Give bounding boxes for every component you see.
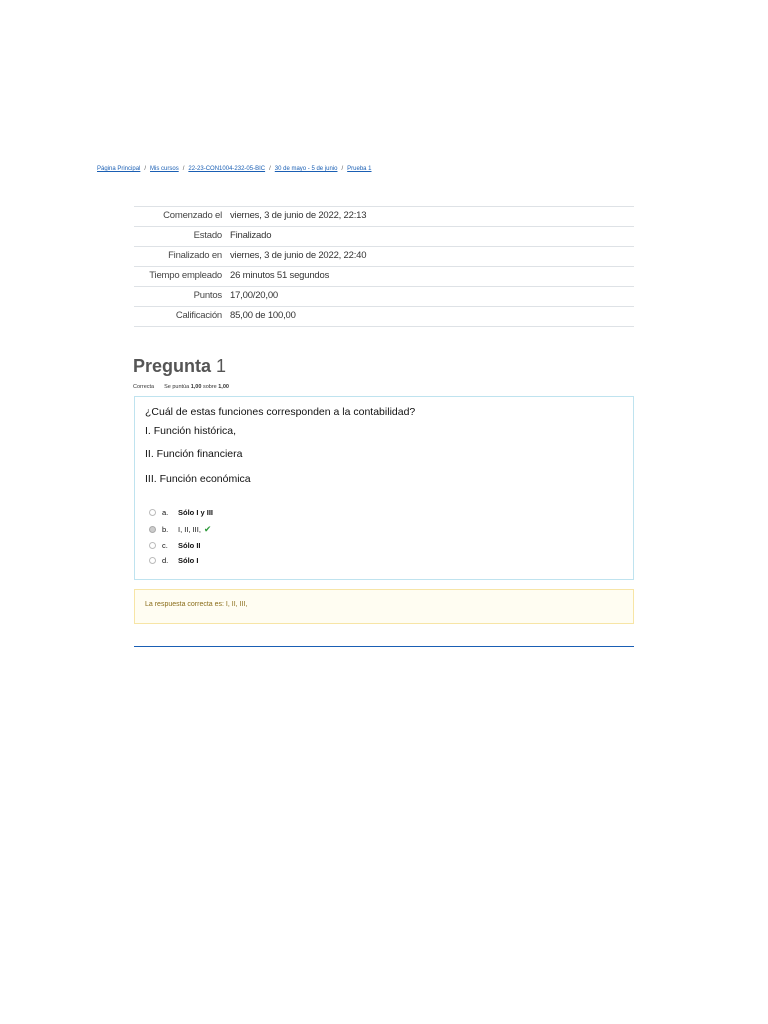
radio-button[interactable] bbox=[149, 509, 156, 516]
question-title bbox=[133, 356, 226, 377]
score-value: 1,00 bbox=[190, 384, 202, 390]
attempt-summary-table bbox=[134, 206, 634, 327]
summary-row-points bbox=[134, 287, 634, 307]
option-letter: b. bbox=[162, 525, 169, 534]
breadcrumb-section[interactable]: 30 de mayo - 5 de junio bbox=[274, 166, 338, 172]
radio-button[interactable] bbox=[149, 557, 156, 564]
summary-label: Calificación bbox=[134, 307, 226, 327]
summary-row-time-taken bbox=[134, 267, 634, 287]
summary-value: 26 minutos 51 segundos bbox=[226, 267, 634, 287]
radio-button-selected[interactable] bbox=[149, 526, 156, 533]
option-letter: c. bbox=[162, 541, 168, 550]
summary-value: 17,00/20,00 bbox=[226, 287, 634, 307]
breadcrumb-home[interactable]: Página Principal bbox=[97, 166, 141, 172]
summary-row-grade bbox=[134, 307, 634, 327]
correct-answer-text: La respuesta correcta es: I, II, III, bbox=[145, 601, 248, 608]
option-letter: a. bbox=[162, 508, 169, 517]
summary-label: Puntos bbox=[134, 287, 226, 307]
question-text: ¿Cuál de estas funciones corresponden a la contabilidad? bbox=[145, 406, 416, 418]
breadcrumb-separator: / bbox=[341, 166, 344, 172]
question-title-label: Pregunta bbox=[133, 356, 212, 376]
answer-option-d[interactable] bbox=[149, 556, 198, 565]
summary-label: Comenzado el bbox=[134, 207, 226, 227]
answer-option-a[interactable] bbox=[149, 508, 213, 517]
summary-value: viernes, 3 de junio de 2022, 22:13 bbox=[226, 207, 634, 227]
divider bbox=[134, 646, 634, 647]
breadcrumb-quiz[interactable]: Prueba 1 bbox=[347, 166, 372, 172]
radio-button[interactable] bbox=[149, 542, 156, 549]
score-max: 1,00 bbox=[218, 384, 229, 390]
summary-label: Finalizado en bbox=[134, 247, 226, 267]
summary-value: Finalizado bbox=[226, 227, 634, 247]
feedback-box bbox=[134, 589, 634, 624]
question-number: 1 bbox=[216, 356, 227, 376]
option-text: I, II, III, bbox=[178, 525, 201, 534]
summary-row-state bbox=[134, 227, 634, 247]
breadcrumb bbox=[97, 166, 372, 172]
summary-label: Tiempo empleado bbox=[134, 267, 226, 287]
summary-value: 85,00 de 100,00 bbox=[226, 307, 634, 327]
question-status: Correcta bbox=[133, 384, 155, 390]
answer-option-c[interactable] bbox=[149, 541, 201, 550]
check-icon: ✔ bbox=[203, 524, 212, 534]
breadcrumb-separator: / bbox=[269, 166, 271, 172]
breadcrumb-separator: / bbox=[182, 166, 185, 172]
score-middle: sobre bbox=[202, 384, 217, 390]
question-line: I. Función histórica, bbox=[145, 425, 237, 437]
question-content-box bbox=[134, 396, 634, 580]
summary-value: viernes, 3 de junio de 2022, 22:40 bbox=[226, 247, 634, 267]
summary-row-finished bbox=[134, 247, 634, 267]
option-text: Sólo I bbox=[178, 556, 199, 565]
question-line: III. Función económica bbox=[145, 473, 251, 485]
question-info bbox=[133, 384, 229, 390]
option-letter: d. bbox=[162, 556, 169, 565]
score-prefix: Se puntúa bbox=[164, 384, 190, 390]
breadcrumb-course[interactable]: 22-23-CON1004-232-05-BIC bbox=[188, 166, 266, 172]
breadcrumb-separator: / bbox=[144, 166, 147, 172]
breadcrumb-my-courses[interactable]: Mis cursos bbox=[150, 166, 179, 172]
summary-row-started bbox=[134, 207, 634, 227]
answer-option-b[interactable] bbox=[149, 524, 211, 535]
summary-label: Estado bbox=[134, 227, 226, 247]
option-text: Sólo II bbox=[178, 541, 201, 550]
option-text: Sólo I y III bbox=[178, 508, 214, 517]
question-line: II. Función financiera bbox=[145, 448, 243, 460]
